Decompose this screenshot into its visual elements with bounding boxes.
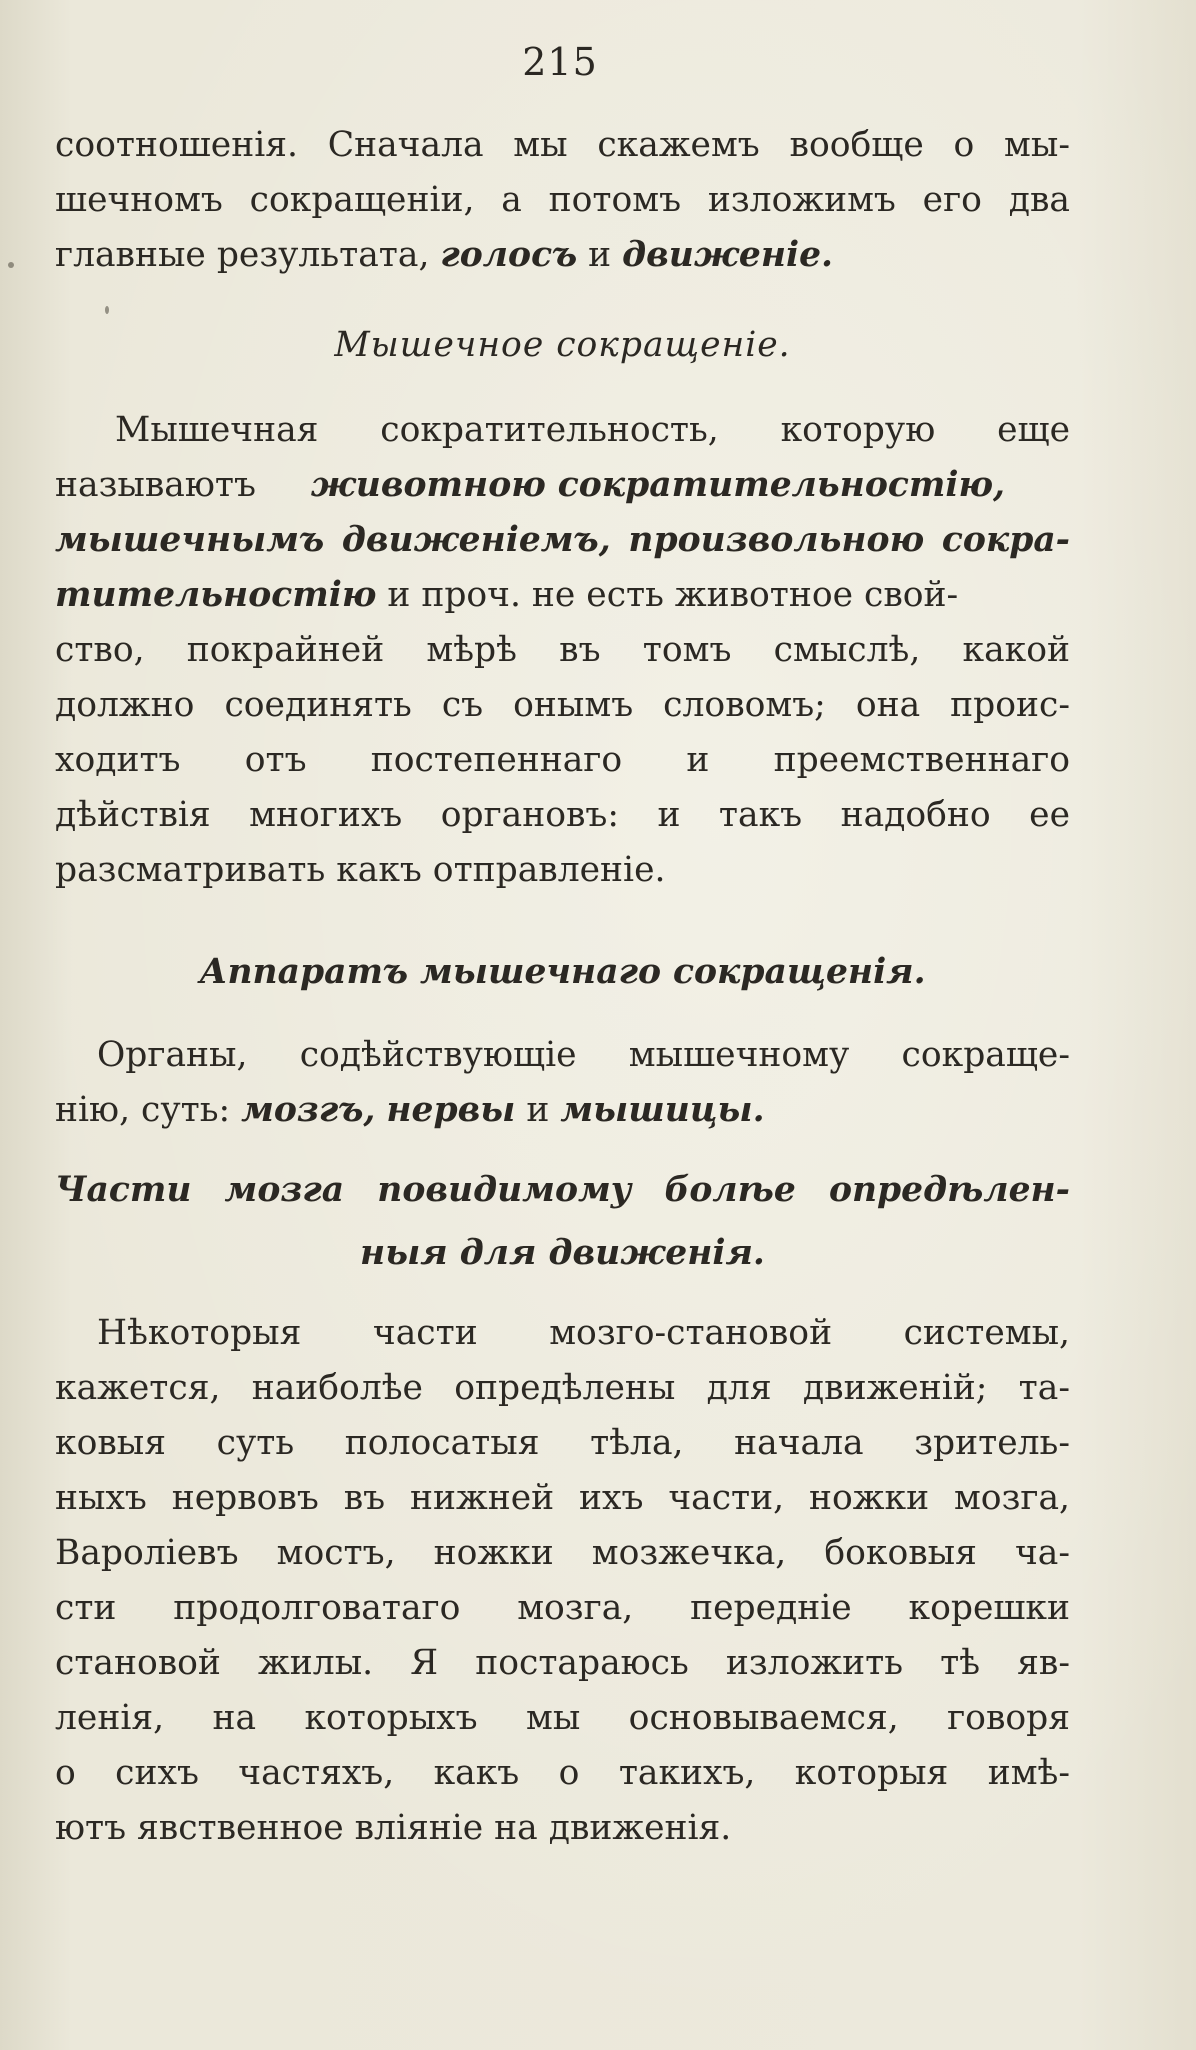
section-heading-text: ныя для движенія. bbox=[360, 1233, 765, 1273]
text-line: сти продолговатаго мозга, передніе корешки bbox=[55, 1588, 1070, 1628]
text-line: дѣйствія многихъ органовъ: и такъ надобно ее bbox=[55, 795, 1070, 835]
italic-term: голосъ bbox=[440, 235, 578, 275]
paragraph-1 bbox=[55, 403, 1070, 898]
text-line: шечномъ сокращеніи, а потомъ изложимъ его два bbox=[55, 180, 1070, 220]
text-run: главные результата, bbox=[55, 235, 430, 275]
text-line: разсматривать какъ отправленіе. bbox=[55, 850, 666, 890]
paragraph-3 bbox=[55, 1306, 1070, 1856]
section-heading bbox=[55, 1163, 1070, 1281]
paragraph-2 bbox=[55, 1028, 1070, 1138]
text-run: нію, суть: bbox=[55, 1090, 231, 1130]
italic-term: мозгъ, bbox=[241, 1090, 376, 1130]
text-line: Нѣкоторыя части мозго-становой системы, bbox=[97, 1313, 1070, 1353]
italic-line: мышечнымъ движеніемъ, произвольною сокра- bbox=[55, 520, 1070, 560]
text-line bbox=[55, 458, 1070, 513]
text-line: кажется, наиболѣе опредѣлены для движеній; та- bbox=[55, 1368, 1070, 1408]
text-line: Органы, содѣйствующіе мышечному сокраще- bbox=[97, 1035, 1070, 1075]
section-heading-text: Мышечное сокращеніе. bbox=[334, 325, 791, 365]
section-heading-text: Части мозга повидимому болѣе опредѣлен- bbox=[55, 1170, 1070, 1210]
text-line: ютъ явственное вліяніе на движенія. bbox=[55, 1808, 732, 1848]
text-run: и bbox=[588, 235, 612, 275]
italic-term: нервы bbox=[386, 1090, 516, 1130]
text-line: о сихъ частяхъ, какъ о такихъ, которыя имѣ- bbox=[55, 1753, 1070, 1793]
text-run: и проч. не есть животное свой- bbox=[387, 575, 959, 615]
text-line: соотношенія. Сначала мы скажемъ вообще о мы- bbox=[55, 125, 1070, 165]
text-line: ковыя суть полосатыя тѣла, начала зритель- bbox=[55, 1423, 1070, 1463]
text-line: Мышечная сократительность, которую еще bbox=[115, 410, 1070, 450]
text-line: ство, покрайней мѣрѣ въ томъ смыслѣ, какой bbox=[55, 630, 1070, 670]
text-line bbox=[55, 1083, 1070, 1138]
section-heading-text: Аппаратъ мышечнаго сокращенія. bbox=[199, 952, 926, 992]
paper-speck bbox=[105, 306, 109, 314]
text-line: становой жилы. Я постараюсь изложить тѣ яв- bbox=[55, 1643, 1070, 1683]
text-line: ныхъ нервовъ въ нижней ихъ части, ножки мозга, bbox=[55, 1478, 1070, 1518]
page-number: 215 bbox=[522, 40, 598, 84]
italic-term: тительностію bbox=[55, 575, 377, 615]
italic-term: животною сократительностію, bbox=[310, 465, 1006, 505]
text-run: и bbox=[526, 1090, 550, 1130]
text-line: Вароліевъ мостъ, ножки мозжечка, боковыя ча- bbox=[55, 1533, 1070, 1573]
text-line: должно соединять съ онымъ словомъ; она проис- bbox=[55, 685, 1070, 725]
italic-term: мышицы. bbox=[560, 1090, 765, 1130]
text-line bbox=[55, 228, 1070, 283]
text-run: называютъ bbox=[55, 465, 256, 505]
text-line: ходитъ отъ постепеннаго и преемственнаго bbox=[55, 740, 1070, 780]
text-line bbox=[55, 568, 1070, 623]
section-heading bbox=[55, 945, 1070, 1000]
paper-speck bbox=[8, 262, 14, 268]
section-heading bbox=[55, 318, 1070, 373]
italic-term: движеніе. bbox=[622, 235, 834, 275]
text-line: ленія, на которыхъ мы основываемся, говоря bbox=[55, 1698, 1070, 1738]
intro-paragraph bbox=[55, 118, 1070, 283]
